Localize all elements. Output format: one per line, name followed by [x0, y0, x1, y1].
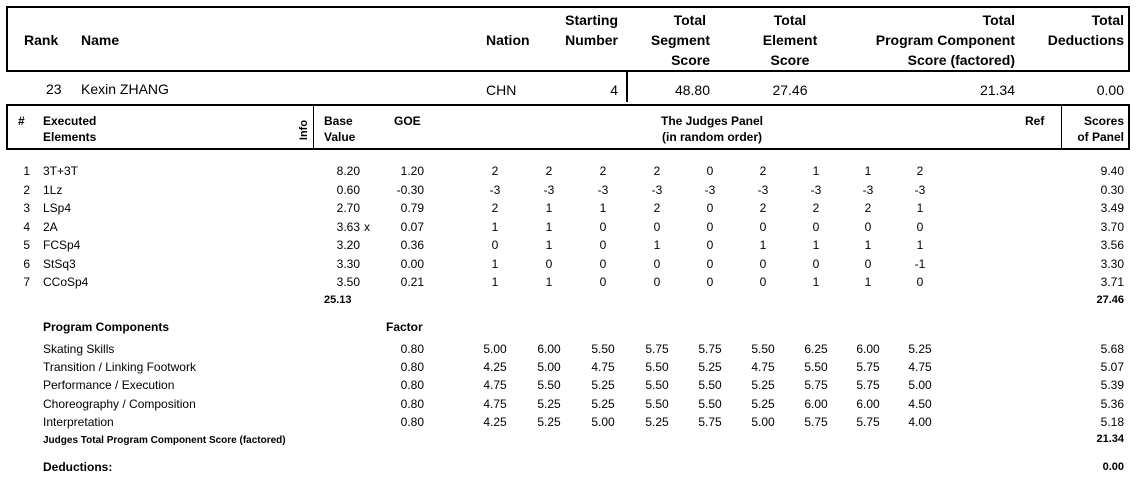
element-judge-mark: 0	[545, 256, 553, 271]
element-judge-mark: 1	[864, 275, 872, 289]
element-base-value: 3.50	[336, 275, 360, 289]
element-name: StSq3	[43, 256, 76, 271]
total-element-score-header	[740, 10, 840, 70]
pcs-header-line3: Score (factored)	[907, 52, 1015, 68]
element-goe: 0.79	[400, 201, 424, 215]
component-judge-mark: 5.50	[804, 360, 828, 375]
element-judge-mark: -3	[597, 182, 609, 197]
element-judge-mark: 0	[812, 256, 820, 271]
component-judge-mark: 4.25	[483, 360, 507, 375]
element-judge-mark: 2	[916, 164, 924, 178]
component-judge-mark: 5.25	[908, 342, 932, 356]
component-judge-mark: 4.75	[483, 378, 507, 393]
element-judge-mark: 0	[599, 238, 607, 252]
skater-total-element-score: 27.46	[772, 82, 808, 98]
skater-nation: CHN	[486, 82, 517, 98]
element-base-value: 0.60	[336, 182, 360, 197]
component-judge-mark: 5.50	[537, 378, 561, 393]
element-judge-mark: 0	[599, 219, 607, 234]
element-judge-mark: 1	[812, 164, 820, 178]
component-judge-mark: 5.75	[856, 414, 880, 429]
element-judge-mark: 0	[864, 256, 872, 271]
ref-header: Ref	[1025, 114, 1045, 128]
element-judge-mark: -3	[810, 182, 822, 197]
element-judge-mark: 1	[491, 275, 499, 289]
deductions-label: Deductions:	[43, 460, 113, 474]
element-num: 4	[23, 219, 30, 234]
element-name: 3T+3T	[43, 164, 79, 178]
component-judge-mark: 5.25	[751, 396, 775, 411]
component-judge-mark: 6.00	[804, 396, 828, 411]
element-num: 1	[23, 164, 30, 178]
element-judge-mark: 0	[653, 219, 661, 234]
judges-panel-line1: The Judges Panel	[660, 114, 764, 128]
element-name: 1Lz	[43, 182, 63, 197]
component-judge-mark: 5.50	[591, 342, 615, 356]
component-judge-mark: 5.75	[804, 414, 828, 429]
component-judge-mark: 5.75	[856, 360, 880, 375]
tes-header-line1: Total	[773, 12, 807, 28]
element-base-value: 3.30	[336, 256, 360, 271]
element-judge-mark: -3	[651, 182, 663, 197]
element-score-of-panel: 3.70	[1100, 219, 1124, 234]
scores-of-panel-line2: of Panel	[1077, 130, 1124, 144]
name-header: Name	[81, 32, 120, 48]
element-name: LSp4	[43, 201, 72, 215]
element-judge-mark: 1	[812, 238, 820, 252]
component-name: Performance / Execution	[43, 378, 175, 393]
element-base-value: 3.63	[336, 219, 360, 234]
element-num: 6	[23, 256, 30, 271]
element-goe: 1.20	[400, 164, 424, 178]
elements-header-box	[6, 104, 1130, 150]
total-deductions-header	[1030, 10, 1124, 50]
component-factor: 0.80	[400, 360, 424, 375]
component-name: Interpretation	[43, 414, 114, 429]
component-judge-mark: 5.50	[698, 378, 722, 393]
total-pcs-header	[850, 10, 1015, 70]
skater-total-segment-score: 48.80	[674, 82, 710, 98]
component-judge-mark: 5.25	[537, 396, 561, 411]
element-score-of-panel: 3.71	[1100, 275, 1124, 289]
component-judge-mark: 5.25	[537, 414, 561, 429]
element-judge-mark: 0	[599, 275, 607, 289]
component-judge-mark: 6.00	[856, 396, 880, 411]
element-goe: 0.36	[400, 238, 424, 252]
skater-rank: 23	[46, 81, 62, 97]
elements-total-base: 25.13	[324, 294, 352, 306]
deductions-value: 0.00	[1102, 461, 1124, 473]
goe-header: GOE	[394, 114, 421, 128]
element-score-of-panel: 9.40	[1100, 164, 1124, 178]
elements-total-score: 27.46	[1096, 294, 1124, 306]
component-score: 5.39	[1100, 378, 1124, 393]
component-factor: 0.80	[400, 414, 424, 429]
component-score: 5.07	[1100, 360, 1124, 375]
element-judge-mark: 2	[491, 201, 499, 215]
component-name: Skating Skills	[43, 342, 115, 356]
component-factor: 0.80	[400, 378, 424, 393]
tes-header-line3: Score	[770, 52, 810, 68]
element-goe: 0.00	[400, 256, 424, 271]
element-judge-mark: 0	[706, 219, 714, 234]
component-judge-mark: 5.50	[698, 396, 722, 411]
element-judge-mark: -3	[757, 182, 769, 197]
base-value-line1: Base	[324, 114, 353, 128]
element-goe: 0.21	[400, 275, 424, 289]
element-judge-mark: 1	[916, 238, 924, 252]
element-judge-mark: 0	[706, 201, 714, 215]
element-judge-mark: 0	[759, 219, 767, 234]
component-judge-mark: 6.00	[537, 342, 561, 356]
element-judge-mark: 2	[759, 164, 767, 178]
starting-number-header-line1: Starting	[565, 12, 618, 28]
executed-elements-line1: Executed	[43, 114, 97, 128]
element-judge-mark: 2	[653, 201, 661, 215]
element-goe: -0.30	[396, 182, 424, 197]
component-judge-mark: 4.50	[908, 396, 932, 411]
component-factor: 0.80	[400, 342, 424, 356]
element-num: 7	[23, 275, 30, 289]
skater-total-pcs: 21.34	[979, 82, 1015, 98]
element-judge-mark: 1	[653, 238, 661, 252]
element-score-of-panel: 0.30	[1100, 182, 1124, 197]
element-judge-mark: 2	[653, 164, 661, 178]
element-judge-mark: 0	[653, 256, 661, 271]
component-judge-mark: 5.75	[698, 414, 722, 429]
element-judge-mark: 0	[706, 256, 714, 271]
component-judge-mark: 4.75	[908, 360, 932, 375]
component-judge-mark: 5.75	[645, 342, 669, 356]
element-name: 2A	[43, 219, 58, 234]
component-judge-mark: 4.75	[483, 396, 507, 411]
judges-panel-header	[612, 113, 812, 145]
element-base-value: 2.70	[336, 201, 360, 215]
element-judge-mark: -3	[489, 182, 501, 197]
component-factor: 0.80	[400, 396, 424, 411]
total-segment-score-header	[620, 10, 710, 70]
component-judge-mark: 6.25	[804, 342, 828, 356]
tes-header-line2: Element	[762, 32, 818, 48]
element-num: 5	[23, 238, 30, 252]
component-score: 5.18	[1100, 414, 1124, 429]
starting-number-header-line2: Number	[565, 32, 618, 48]
element-judge-mark: 0	[599, 256, 607, 271]
element-judge-mark: 1	[491, 256, 499, 271]
component-name: Choreography / Composition	[43, 396, 196, 411]
element-num: 3	[23, 201, 30, 215]
element-judge-mark: 0	[916, 275, 924, 289]
component-judge-mark: 5.25	[645, 414, 669, 429]
component-judge-mark: 4.00	[908, 414, 932, 429]
component-judge-mark: 4.75	[591, 360, 615, 375]
component-judge-mark: 4.25	[483, 414, 507, 429]
component-judge-mark: 5.75	[804, 378, 828, 393]
executed-elements-line2: Elements	[43, 130, 97, 144]
element-judge-mark: 1	[864, 238, 872, 252]
element-judge-mark: 0	[759, 275, 767, 289]
skater-starting-number: 4	[610, 82, 618, 98]
component-judge-mark: 5.00	[751, 414, 775, 429]
element-judge-mark: 0	[706, 238, 714, 252]
element-judge-mark: 1	[545, 219, 553, 234]
base-value-line2: Value	[324, 130, 356, 144]
element-judge-mark: 0	[812, 219, 820, 234]
component-judge-mark: 5.50	[645, 360, 669, 375]
element-judge-mark: 1	[545, 201, 553, 215]
component-judge-mark: 5.50	[645, 378, 669, 393]
skater-total-deductions: 0.00	[1096, 82, 1124, 98]
element-judge-mark: -3	[862, 182, 874, 197]
element-x-mark: x	[364, 219, 370, 234]
pcs-header-line1: Total	[982, 12, 1015, 28]
num-header: #	[18, 114, 25, 128]
component-judge-mark: 5.25	[591, 396, 615, 411]
element-judge-mark: 2	[812, 201, 820, 215]
component-judge-mark: 5.25	[698, 360, 722, 375]
component-judge-mark: 5.00	[537, 360, 561, 375]
element-name: FCSp4	[43, 238, 81, 252]
element-base-value: 3.20	[336, 238, 360, 252]
element-judge-mark: 1	[812, 275, 820, 289]
element-name: CCoSp4	[43, 275, 89, 289]
component-judge-mark: 5.00	[908, 378, 932, 393]
element-judge-mark: -3	[543, 182, 555, 197]
component-judge-mark: 5.75	[856, 378, 880, 393]
element-judge-mark: 0	[864, 219, 872, 234]
element-judge-mark: 2	[545, 164, 553, 178]
element-judge-mark: 1	[545, 238, 553, 252]
element-judge-mark: 2	[759, 201, 767, 215]
judges-total-pcs-label: Judges Total Program Component Score (factored)	[43, 435, 286, 446]
element-judge-mark: 0	[916, 219, 924, 234]
starting-number-header	[540, 10, 618, 50]
component-judge-mark: 6.00	[856, 342, 880, 356]
element-judge-mark: 1	[545, 275, 553, 289]
executed-elements-header	[43, 113, 96, 145]
component-judge-mark: 5.00	[483, 342, 507, 356]
judges-panel-line2: (in random order)	[661, 130, 762, 144]
element-score-of-panel: 3.49	[1100, 201, 1124, 215]
element-judge-mark: 2	[864, 201, 872, 215]
element-judge-mark: 0	[706, 275, 714, 289]
component-score: 5.68	[1100, 342, 1124, 356]
component-judge-mark: 5.25	[591, 378, 615, 393]
element-judge-mark: 0	[759, 256, 767, 271]
ded-header-line1: Total	[1091, 12, 1124, 28]
element-judge-mark: 1	[759, 238, 767, 252]
component-judge-mark: 5.50	[751, 342, 775, 356]
element-score-of-panel: 3.56	[1100, 238, 1124, 252]
tss-header-line3: Score	[671, 52, 710, 68]
scores-of-panel-header	[1066, 113, 1124, 145]
component-score: 5.36	[1100, 396, 1124, 411]
scores-of-panel-line1: Scores	[1083, 114, 1124, 128]
element-base-value: 8.20	[336, 164, 360, 178]
element-judge-mark: 2	[491, 164, 499, 178]
element-judge-mark: -3	[914, 182, 926, 197]
component-judge-mark: 5.50	[645, 396, 669, 411]
info-header: Info	[298, 119, 310, 141]
element-goe: 0.07	[400, 219, 424, 234]
info-col-divider	[313, 105, 314, 149]
judges-total-pcs-value: 21.34	[1096, 433, 1124, 445]
ded-header-line2: Deductions	[1047, 32, 1124, 48]
base-value-header	[324, 113, 355, 145]
element-judge-mark: 1	[491, 219, 499, 234]
element-judge-mark: -3	[704, 182, 716, 197]
component-name: Transition / Linking Footwork	[43, 360, 196, 375]
element-judge-mark: 0	[706, 164, 714, 178]
element-num: 2	[23, 182, 30, 197]
summary-divider	[626, 72, 628, 102]
nation-header: Nation	[486, 32, 530, 48]
component-judge-mark: 5.25	[751, 378, 775, 393]
component-judge-mark: 5.00	[591, 414, 615, 429]
component-judge-mark: 5.75	[698, 342, 722, 356]
program-components-title: Program Components	[43, 320, 170, 334]
element-judge-mark: 1	[916, 201, 924, 215]
element-judge-mark: 1	[864, 164, 872, 178]
factor-header: Factor	[386, 320, 423, 334]
element-judge-mark: 1	[599, 201, 607, 215]
element-judge-mark: 0	[491, 238, 499, 252]
element-score-of-panel: 3.30	[1100, 256, 1124, 271]
tss-header-line1: Total	[673, 12, 706, 28]
scores-col-divider	[1061, 105, 1062, 149]
rank-header: Rank	[24, 32, 59, 48]
element-judge-mark: 0	[653, 275, 661, 289]
skater-name: Kexin ZHANG	[81, 81, 169, 97]
element-judge-mark: 2	[599, 164, 607, 178]
element-judge-mark: -1	[914, 256, 926, 271]
tss-header-line2: Segment	[650, 32, 710, 48]
pcs-header-line2: Program Component	[875, 32, 1015, 48]
component-judge-mark: 4.75	[751, 360, 775, 375]
